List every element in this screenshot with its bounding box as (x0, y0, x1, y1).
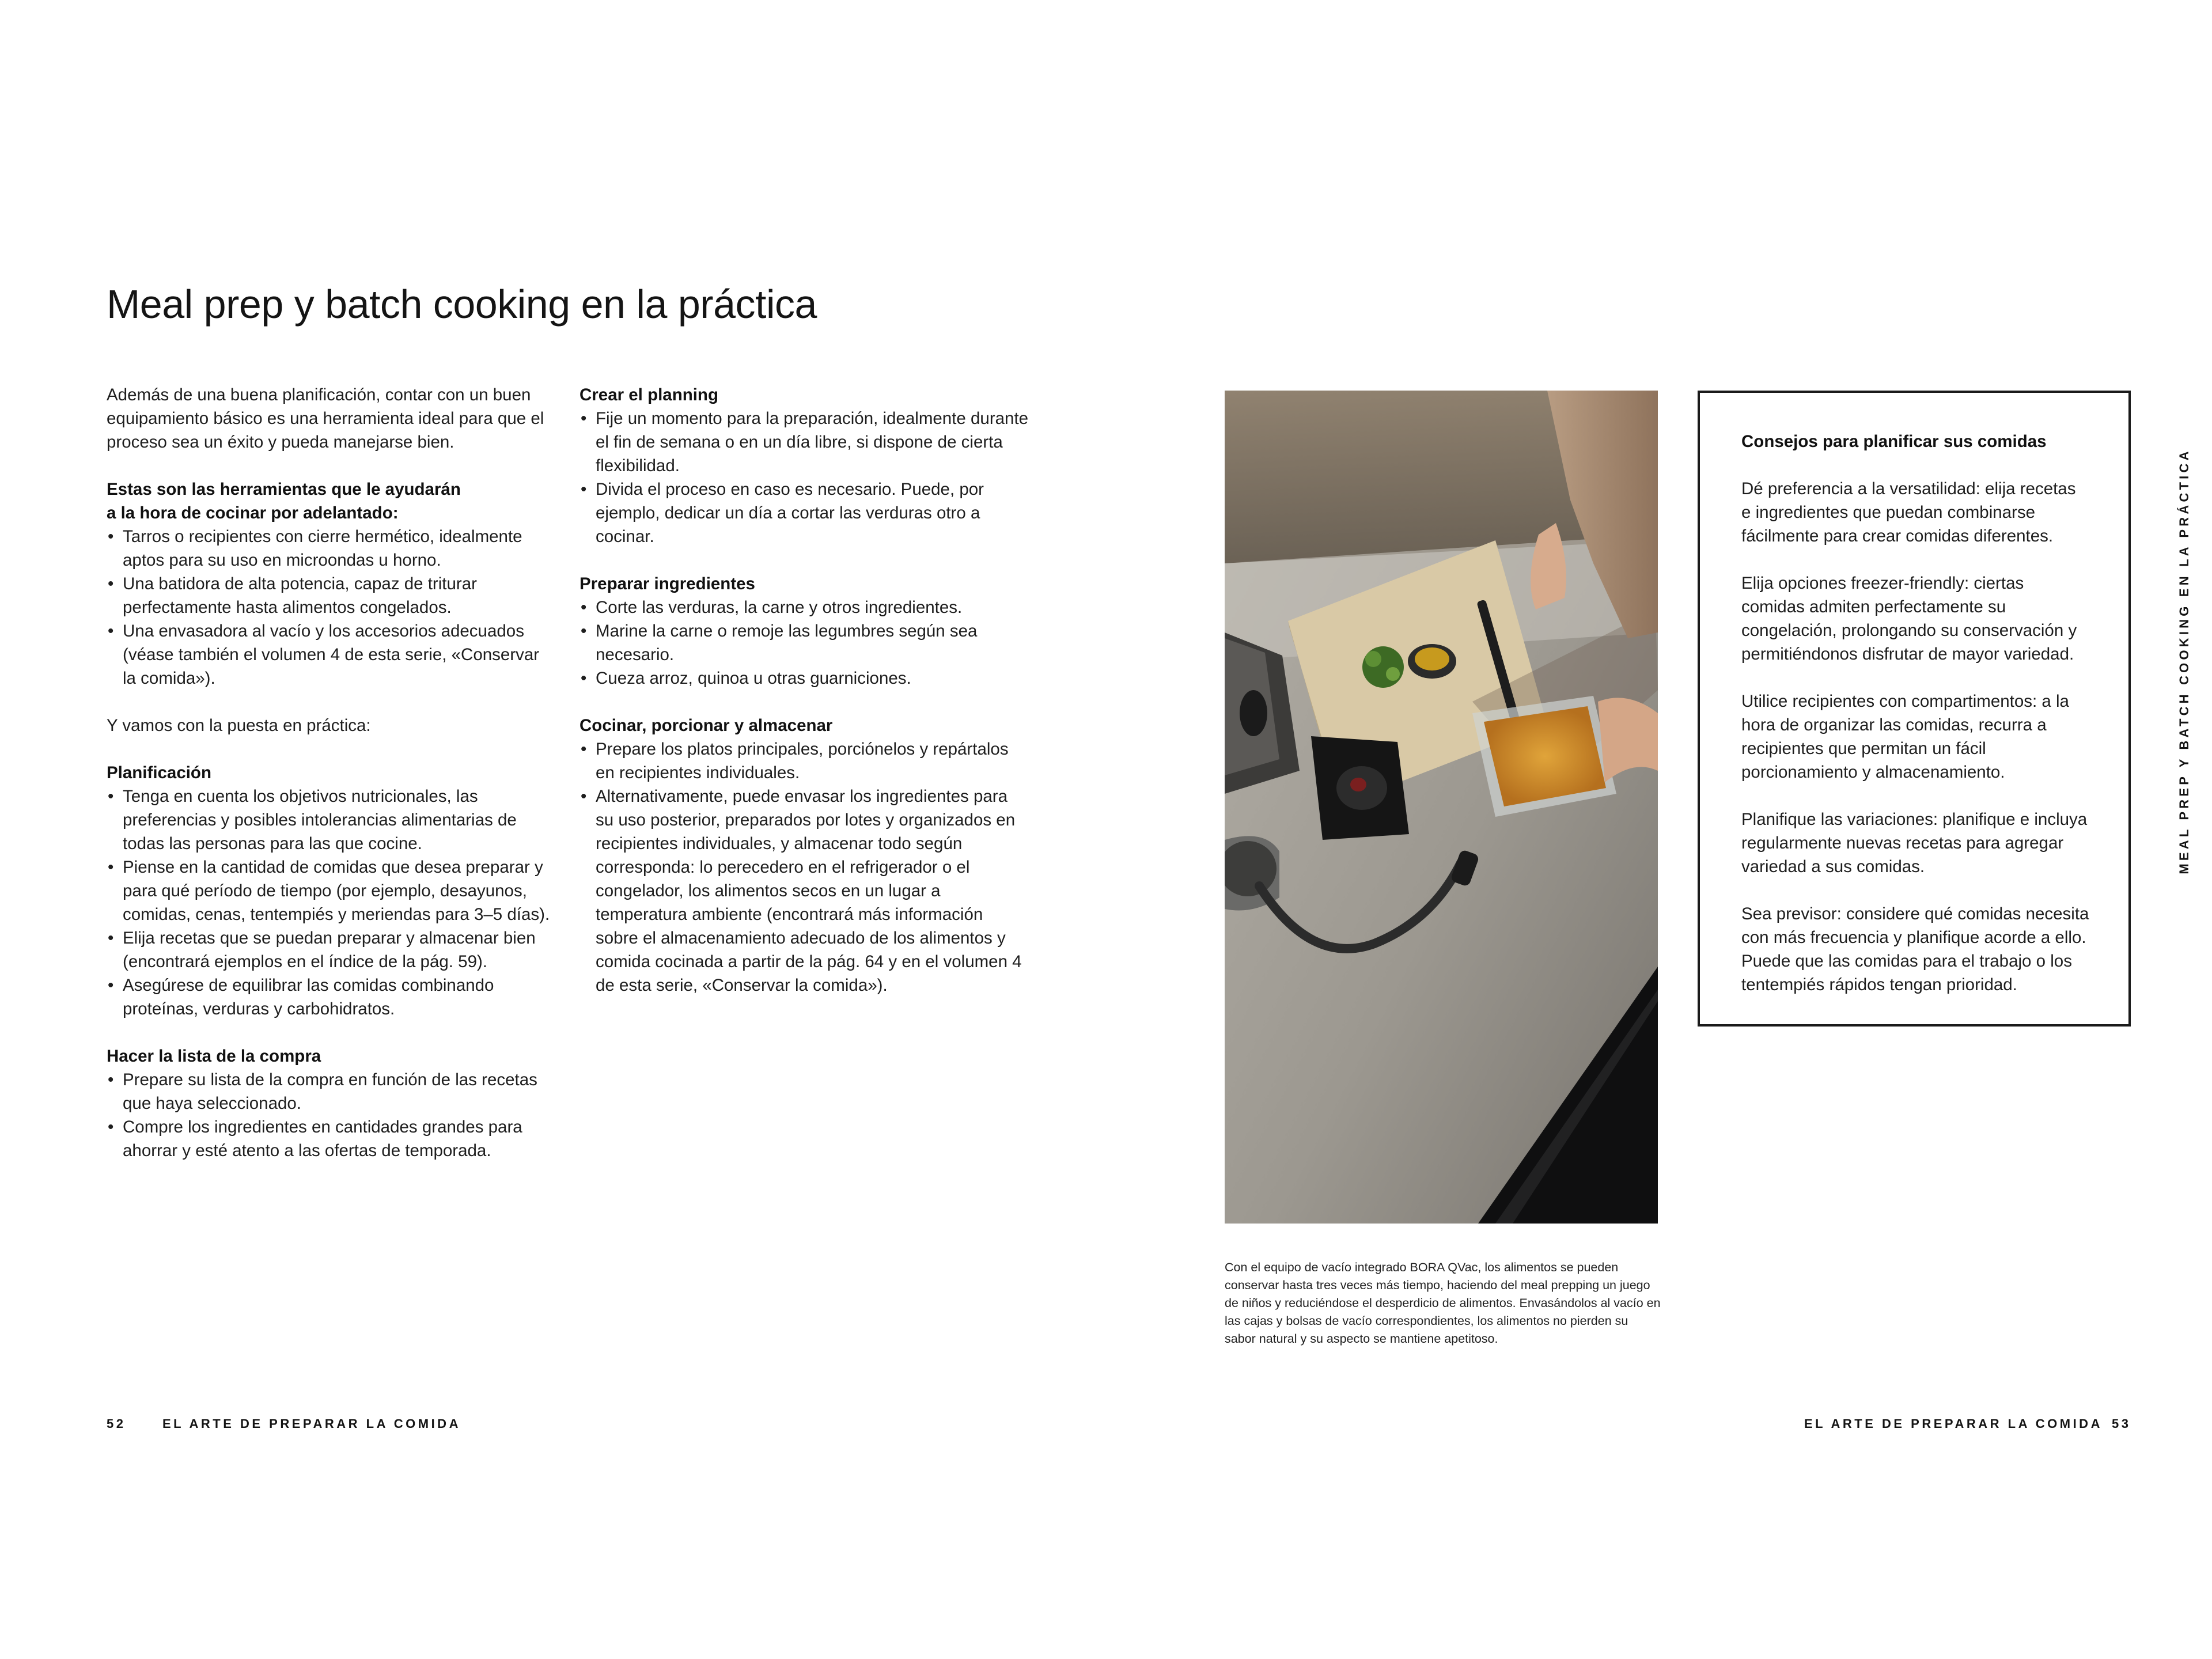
list-item: • Tarros o recipientes con cierre hermético, idealmente aptos para su uso en microondas u horno. (107, 525, 556, 572)
tip-paragraph: Planifique las variaciones: planifique e incluya regularmente nuevas recetas para agregar variedad a sus comidas. (1741, 810, 2088, 876)
list-item: • Cueza arroz, quinoa u otras guarniciones. (579, 666, 1029, 690)
prep-heading: Preparar ingredientes (579, 574, 755, 593)
page-number-left: 52 (107, 1416, 126, 1431)
tip-paragraph: Dé preferencia a la versatilidad: elija recetas e ingredientes que puedan combinarse fácilmente para crear comidas diferentes. (1741, 479, 2076, 546)
cook-heading: Cocinar, porcionar y almacenar (579, 716, 833, 735)
kitchen-photo (1225, 391, 1658, 1224)
list-item: • Divida el proceso en caso es necesario. Puede, por ejemplo, dedicar un día a cortar las verduras otro a cocinar. (579, 478, 1029, 548)
photo-caption: Con el equipo de vacío integrado BORA QVac, los alimentos se pueden conservar hasta tres veces más tiempo, haciendo del meal prepping un juego de niños y reduciéndose el desperdicio de alimentos. Envasándolos al vacío en las cajas y bolsas de vacío correspondientes, los alimentos no pierden su sabor natural y su aspecto se mantiene apetitoso. (1225, 1260, 1661, 1346)
shopping-list (107, 1068, 556, 1162)
list-item: • Marine la carne o remoje las legumbres según sea necesario. (579, 619, 1029, 666)
list-item: • Prepare los platos principales, porciónelos y repártalos en recipientes individuales. (579, 737, 1029, 785)
page-number-right: 53 (2112, 1416, 2131, 1431)
left-column (107, 383, 556, 1162)
list-item: • Corte las verduras, la carne y otros ingredientes. (579, 596, 1029, 619)
tools-heading-line-2: a la hora de cocinar por adelantado: (107, 503, 399, 522)
running-footer-left: EL ARTE DE PREPARAR LA COMIDA (162, 1416, 461, 1431)
prep-list (579, 596, 1029, 690)
list-item: • Elija recetas que se puedan preparar y almacenar bien (encontrará ejemplos en el índice de la pág. 59). (107, 926, 556, 974)
tip-paragraph: Elija opciones freezer-friendly: ciertas comidas admiten perfectamente su congelación, prolongando su conservación y permitiéndonos disfrutar de mayor variedad. (1741, 574, 2077, 664)
list-item: • Compre los ingredientes en cantidades grandes para ahorrar y esté atento a las ofertas de temporada. (107, 1115, 556, 1162)
list-item: • Prepare su lista de la compra en función de las recetas que haya seleccionado. (107, 1068, 556, 1115)
tips-box (1698, 391, 2131, 1027)
running-footer-right: EL ARTE DE PREPARAR LA COMIDA (1804, 1416, 2103, 1431)
middle-column (579, 383, 1029, 997)
tip-paragraph: Utilice recipientes con compartimentos: a la hora de organizar las comidas, recurra a recipientes que permitan un fácil porcionamiento y almacenamiento. (1741, 692, 2069, 782)
tip-paragraph: Sea previsor: considere qué comidas necesita con más frecuencia y planifique acorde a ello. Puede que las comidas para el trabajo o los tentempiés rápidos tengan prioridad. (1741, 904, 2089, 994)
list-item: • Una batidora de alta potencia, capaz de triturar perfectamente hasta alimentos congelados. (107, 572, 556, 619)
transition-paragraph: Y vamos con la puesta en práctica: (107, 716, 371, 735)
vertical-section-label: MEAL PREP Y BATCH COOKING EN LA PRÁCTICA (2177, 448, 2191, 874)
tools-heading-line-1: Estas son las herramientas que le ayudarán (107, 480, 461, 499)
list-item: • Fije un momento para la preparación, idealmente durante el fin de semana o en un día libre, si dispone de cierta flexibilidad. (579, 407, 1029, 478)
schedule-list (579, 407, 1029, 548)
list-item: • Piense en la cantidad de comidas que desea preparar y para qué período de tiempo (por ejemplo, desayunos, comidas, cenas, tentempiés y meriendas para 3–5 días). (107, 855, 556, 926)
planning-list (107, 785, 556, 1021)
intro-paragraph: Además de una buena planificación, contar con un buen equipamiento básico es una herramienta ideal para que el proceso sea un éxito y pueda manejarse bien. (107, 385, 544, 452)
tools-list (107, 525, 556, 690)
planning-heading: Planificación (107, 763, 211, 782)
list-item: • Una envasadora al vacío y los accesorios adecuados (véase también el volumen 4 de esta serie, «Conservar la comida»). (107, 619, 556, 690)
list-item: • Tenga en cuenta los objetivos nutricionales, las preferencias y posibles intolerancias alimentarias de todas las personas para las que cocine. (107, 785, 556, 855)
list-item: • Asegúrese de equilibrar las comidas combinando proteínas, verduras y carbohidratos. (107, 974, 556, 1021)
page-title: Meal prep y batch cooking en la práctica (107, 282, 817, 327)
cook-list (579, 737, 1029, 997)
schedule-heading: Crear el planning (579, 385, 718, 404)
tips-title: Consejos para planificar sus comidas (1741, 432, 2047, 451)
shopping-heading: Hacer la lista de la compra (107, 1047, 321, 1066)
list-item: • Alternativamente, puede envasar los ingredientes para su uso posterior, preparados por lotes y organizados en recipientes individuales, y almacenar todo según corresponda: lo perecedero en el refrigerador o el congelador, los alimentos secos en un lugar a temperatura ambiente (encontrará más información sobre el almacenamiento adecuado de los alimentos y comida cocinada a partir de la pág. 64 y en el volumen 4 de esta serie, «Conservar la comida»). (579, 785, 1029, 997)
